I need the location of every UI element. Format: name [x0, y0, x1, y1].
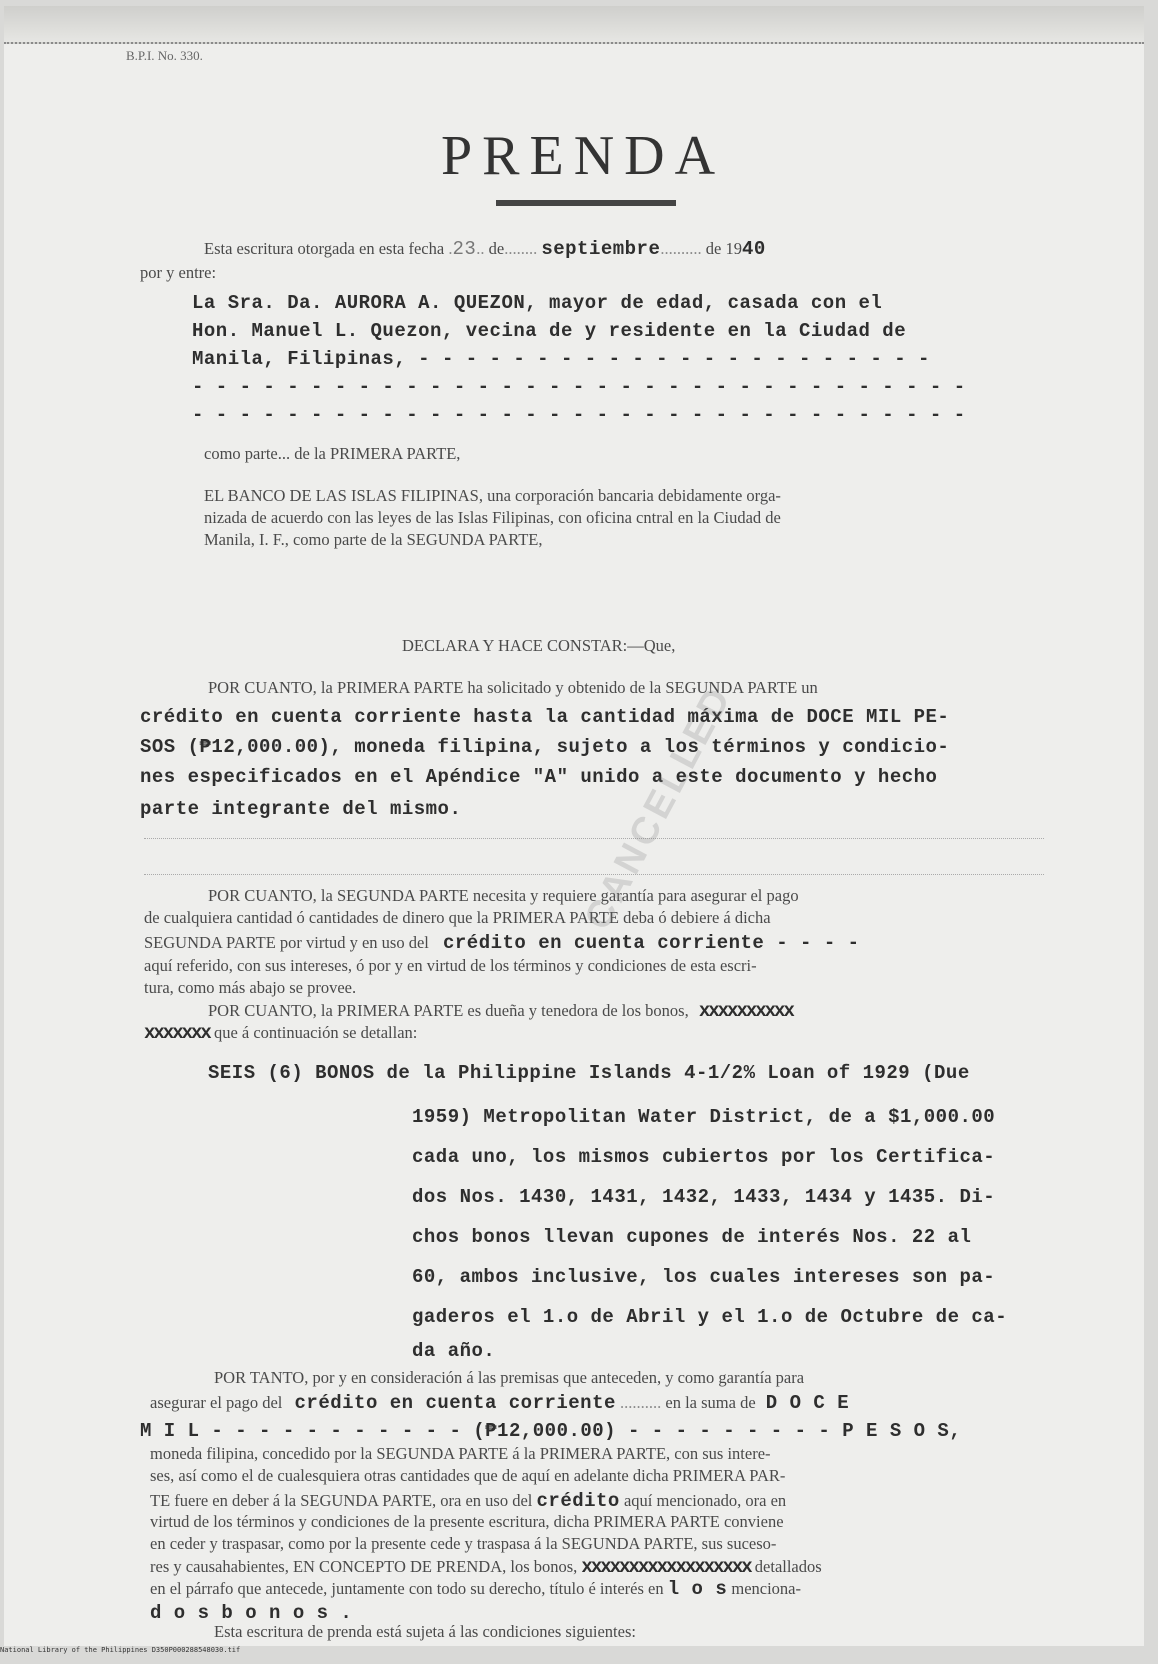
therefore-line-4: moneda filipina, concedido por la SEGUNDA PARTE á la PRIMERA PARTE, con sus intere- — [150, 1444, 771, 1463]
bonds-line-3: cada uno, los mismos cubiertos por los Certifica- — [412, 1146, 996, 1168]
whereas2-line-4: aquí referido, con sus intereses, ó por y en virtud de los términos y condiciones de esta escri- — [144, 956, 757, 975]
party2-line-1: EL BANCO DE LAS ISLAS FILIPINAS, una corporación bancaria debidamente orga- — [204, 486, 781, 505]
intro-de: de — [488, 239, 505, 258]
intro-year-prefix: de 19 — [705, 239, 742, 258]
scan-footer: National Library of the Philippines D350P000288548030.tif — [0, 1646, 241, 1654]
declara-heading: DECLARA Y HACE CONSTAR:—Que, — [402, 636, 676, 655]
bonds-line-7: gaderos el 1.o de Abril y el 1.o de Octubre de ca- — [412, 1306, 1008, 1328]
blank-dotted-line — [144, 838, 1044, 839]
party1-role: como parte... de la PRIMERA PARTE, — [204, 444, 461, 463]
whereas2-line-2: de cualquiera cantidad ó cantidades de dinero que la PRIMERA PARTE deba ó debiere á dicha — [144, 908, 771, 927]
therefore-line-7: virtud de los términos y condiciones de la presente escritura, dicha PRIMERA PARTE conviene — [150, 1512, 784, 1531]
therefore-text-2: en la suma de — [665, 1393, 756, 1412]
bonds-line-1: SEIS (6) BONOS de la Philippine Islands 4-1/2% Loan of 1929 (Due — [208, 1062, 970, 1084]
therefore-line-1: POR TANTO, por y en consideración á las premisas que anteceden, y como garantía para — [214, 1368, 805, 1387]
therefore-typed-credit: crédito en cuenta corriente — [294, 1392, 616, 1414]
strikeout-mark: xxxxxxx — [144, 1022, 210, 1044]
whereas2-line-3-text: SEGUNDA PARTE por virtud y en uso del — [144, 933, 429, 952]
therefore-line-12: Esta escritura de prenda está sujeta á las condiciones siguientes: — [214, 1622, 636, 1641]
therefore-typed-line-3: M I L - - - - - - - - - - - (₱12,000.00) - - - - - - - - - P E S O S, — [140, 1420, 962, 1442]
blank-dotted-line — [144, 874, 1044, 875]
therefore-text-10a: en el párrafo que antecede, juntamente con todo su derecho, título é interés en — [150, 1579, 664, 1598]
whereas3-text: POR CUANTO, la PRIMERA PARTE es dueña y tenedora de los bonos, — [208, 1001, 689, 1020]
bonds-line-8: da año. — [412, 1340, 496, 1362]
document-title: PRENDA — [440, 125, 726, 187]
therefore-text-6b: aquí mencionado, ora en — [623, 1491, 787, 1510]
intro-year: 40 — [741, 238, 766, 260]
party1-line-1: La Sra. Da. AURORA A. QUEZON, mayor de edad, casada con el — [192, 292, 883, 314]
party1-line-3: Manila, Filipinas, - - - - - - - - - - - - - - - - - - - - - - — [192, 348, 930, 370]
intro-month: septiembre — [541, 238, 661, 260]
document-page — [4, 6, 1144, 1646]
whereas1-typed-1: crédito en cuenta corriente hasta la cantidad máxima de DOCE MIL PE- — [140, 706, 950, 728]
therefore-typed-credito: crédito — [536, 1490, 620, 1512]
therefore-text-9b: detallados — [754, 1557, 822, 1576]
therefore-line-2: asegurar el pago del crédito en cuenta corriente .......... en la suma de D O C E — [150, 1392, 850, 1414]
whereas1-print: POR CUANTO, la PRIMERA PARTE ha solicitado y obtenido de la SEGUNDA PARTE un — [208, 678, 818, 697]
whereas2-line-3 — [144, 932, 860, 954]
party1-line-2: Hon. Manuel L. Quezon, vecina de y residente en la Ciudad de — [192, 320, 907, 342]
therefore-line-8: en ceder y traspasar, como por la presente cede y traspasa á la SEGUNDA PARTE, sus suceso- — [150, 1534, 777, 1553]
title-underline — [496, 200, 676, 206]
intro-day: 23 — [452, 238, 477, 260]
therefore-text-9a: res y causahabientes, EN CONCEPTO DE PRENDA, los bonos, — [150, 1557, 578, 1576]
bonds-line-6: 60, ambos inclusive, los cuales intereses son pa- — [412, 1266, 996, 1288]
bonds-line-4: dos Nos. 1430, 1431, 1432, 1433, 1434 y 1435. Di- — [412, 1186, 996, 1208]
whereas2-line-1: POR CUANTO, la SEGUNDA PARTE necesita y requiere garantía para asegurar el pago — [208, 886, 799, 905]
cancelled-stamp: CANCELLED — [576, 678, 741, 937]
whereas2-line-5: tura, como más abajo se provee. — [144, 978, 357, 997]
whereas1-typed-4: parte integrante del mismo. — [140, 798, 462, 820]
strikeout-mark: xxxxxxxxxx — [698, 1000, 793, 1022]
intro-line: Esta escritura otorgada en esta fecha .23.. de........ septiembre.......... de 1940 — [204, 238, 766, 260]
therefore-text: asegurar el pago del — [150, 1393, 283, 1412]
therefore-text-6a: TE fuere en deber á la SEGUNDA PARTE, ora en uso del — [150, 1491, 533, 1510]
whereas3-line-2 — [144, 1022, 417, 1044]
intro-text: Esta escritura otorgada en esta fecha — [204, 239, 445, 258]
therefore-typed-amount: D O C E — [765, 1392, 850, 1414]
therefore-typed-bonos: d o s b o n o s . — [150, 1602, 353, 1624]
strikeout-mark: xxxxxxxxxxxxxxxxxx — [581, 1556, 751, 1578]
whereas3-line-1 — [208, 1000, 793, 1022]
whereas1-typed-3: nes especificados en el Apéndice "A" unido a este documento y hecho — [140, 766, 938, 788]
party1-line-5: - - - - - - - - - - - - - - - - - - - - - - - - - - - - - - - - - — [192, 404, 966, 426]
therefore-line-6 — [150, 1490, 786, 1512]
bonds-line-2: 1959) Metropolitan Water District, de a $1,000.00 — [412, 1106, 996, 1128]
therefore-line-10 — [150, 1578, 801, 1600]
whereas2-line-3-typed: crédito en cuenta corriente - - - - — [442, 932, 860, 954]
whereas3-text-2: que á continuación se detallan: — [213, 1023, 418, 1042]
bonds-line-5: chos bonos llevan cupones de interés Nos. 22 al — [412, 1226, 972, 1248]
party2-line-2: nizada de acuerdo con las leyes de las Islas Filipinas, con oficina cntral en la Ciudad de — [204, 508, 781, 527]
therefore-text-10b: menciona- — [731, 1579, 801, 1598]
therefore-line-5: ses, así como el de cualesquiera otras cantidades que de aquí en adelante dicha PRIMERA PAR- — [150, 1466, 786, 1485]
therefore-typed-los: l o s — [667, 1578, 728, 1600]
top-edge-strip — [4, 6, 1144, 44]
therefore-line-9 — [150, 1556, 822, 1578]
party2-line-3: Manila, I. F., como parte de la SEGUNDA PARTE, — [204, 530, 543, 549]
form-number: B.P.I. No. 330. — [126, 48, 203, 63]
intro-between: por y entre: — [140, 263, 217, 282]
party1-line-4: - - - - - - - - - - - - - - - - - - - - - - - - - - - - - - - - - — [192, 376, 966, 398]
whereas1-typed-2: SOS (₱12,000.00), moneda filipina, sujeto a los términos y condicio- — [140, 736, 950, 758]
